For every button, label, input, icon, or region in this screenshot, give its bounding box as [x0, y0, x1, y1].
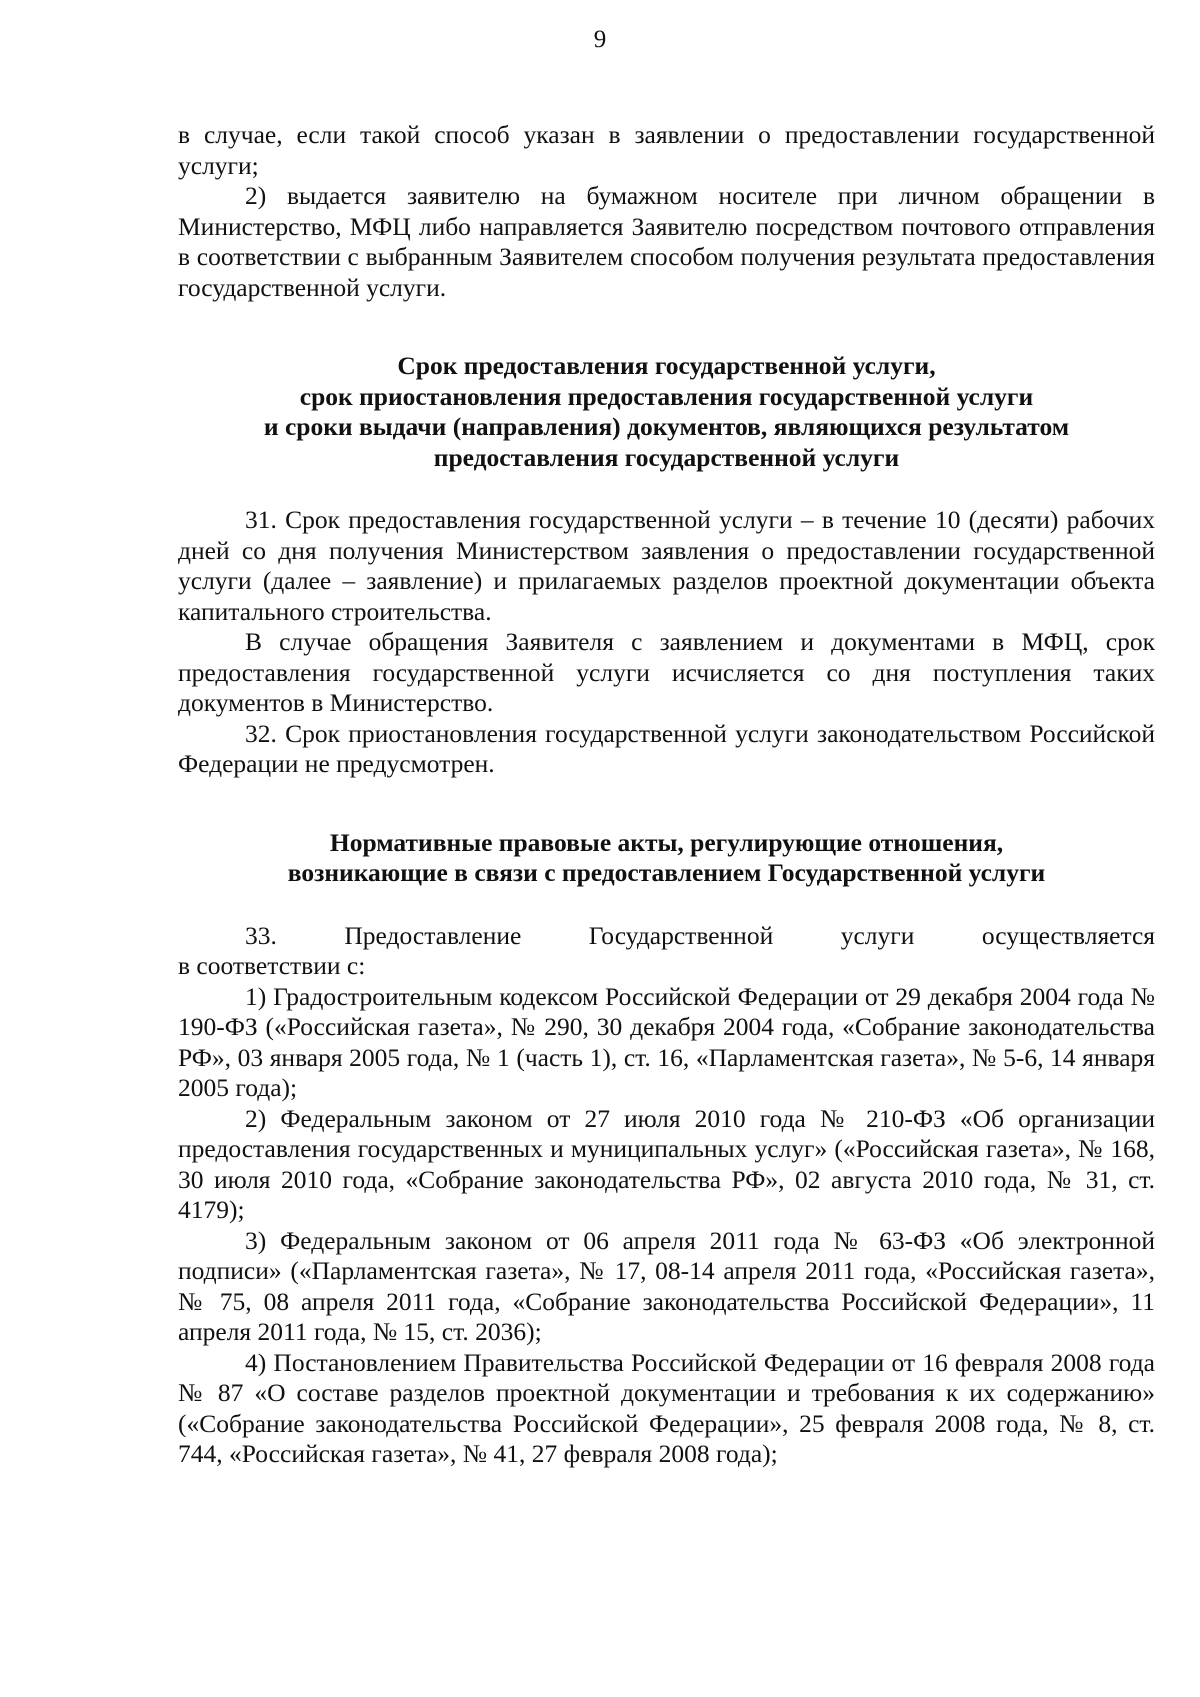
- legal-act-item-2: 2) Федеральным законом от 27 июля 2010 года № 210-ФЗ «Об организации предоставления государственных и муниципальных услуг» («Российская газета», № 168, 30 июля 2010 года, «Собрание законодательства РФ», 02 августа 2010 года, № 31, ст. 4179);: [178, 1103, 1155, 1224]
- paragraph-33-line1: 33. Предоставление Государственной услуги осуществляется: [245, 920, 1155, 950]
- heading-line: Нормативные правовые акты, регулирующие отношения,: [329, 827, 1004, 857]
- heading-line: срок приостановления предоставления государственной услуги: [299, 381, 1034, 411]
- paragraph-31: 31. Срок предоставления государственной услуги – в течение 10 (десяти) рабочих дней со дня получения Министерством заявления о предоставлении государственной услуги (далее – заявление) и прилагаемых разделов проектной документации объекта капитального строительства.: [178, 505, 1155, 626]
- legal-act-item-1: 1) Градостроительным кодексом Российской Федерации от 29 декабря 2004 года № 190-ФЗ («Российская газета», № 290, 30 декабря 2004 года, «Собрание законодательства РФ», 03 января 2005 года, № 1 (часть 1), ст. 16, «Парламентская газета», № 5-6, 14 января 2005 года);: [178, 981, 1155, 1102]
- section-heading-legal-acts: [178, 828, 1155, 889]
- paragraph-item-2: 2) выдается заявителю на бумажном носителе при личном обращении в Министерство, МФЦ либо направляется Заявителю посредством почтового отправления в соответствии с выбранным Заявителем способом получения результата предоставления государственной услуги.: [178, 181, 1155, 302]
- page-number: 9: [593, 26, 607, 53]
- paragraph-31-mfc: В случае обращения Заявителя с заявлением и документами в МФЦ, срок предоставления государственной услуги исчисляется со дня поступления таких документов в Министерство.: [178, 627, 1155, 717]
- paragraph-32: 32. Срок приостановления государственной услуги законодательством Российской Федерации не предусмотрен.: [178, 718, 1155, 778]
- heading-line: Срок предоставления государственной услуги,: [397, 351, 936, 380]
- paragraph-33-line2: в соответствии с:: [178, 951, 366, 980]
- heading-line: и сроки выдачи (направления) документов, являющихся результатом: [263, 412, 1070, 441]
- legal-act-item-4: 4) Постановлением Правительства Российской Федерации от 16 февраля 2008 года № 87 «О составе разделов проектной документации и требования к их содержанию» («Собрание законодательства Российской Федерации», 25 февраля 2008 года, № 8, ст. 744, «Российская газета», № 41, 27 февраля 2008 года);: [178, 1347, 1155, 1468]
- heading-line: предоставления государственной услуги: [433, 442, 900, 472]
- legal-act-item-3: 3) Федеральным законом от 06 апреля 2011 года № 63-ФЗ «Об электронной подписи» («Парламентская газета», № 17, 08-14 апреля 2011 года, «Российская газета», № 75, 08 апреля 2011 года, «Собрание законодательства Российской Федерации», 11 апреля 2011 года, № 15, ст. 2036);: [178, 1225, 1155, 1346]
- section-heading-terms: [178, 351, 1155, 473]
- heading-line: возникающие в связи с предоставлением Государственной услуги: [287, 858, 1046, 887]
- paragraph-continuation: в случае, если такой способ указан в заявлении о предоставлении государственной услуги;: [178, 120, 1155, 180]
- page-content: [178, 120, 1155, 1470]
